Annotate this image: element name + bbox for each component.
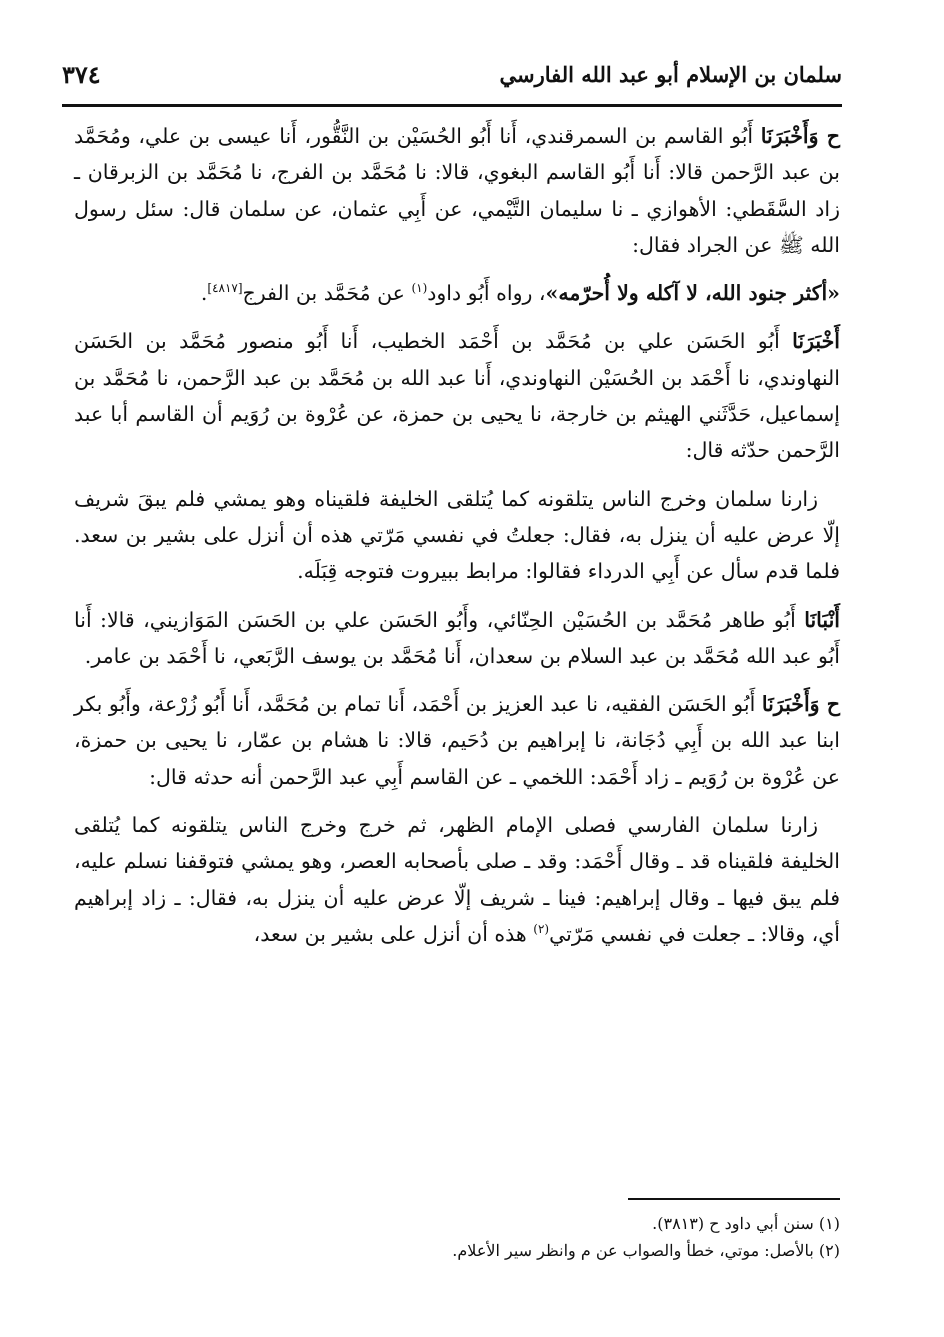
paragraph-2 — [74, 275, 840, 311]
page-number: ٣٧٤ — [62, 60, 101, 89]
footnote-2: (٢) بالأصل: موتي، خطأ والصواب عن م وانظر سير الأعلام. — [452, 1241, 840, 1260]
paragraph-text: زارنا سلمان الفارسي فصلى الإمام الظهر، ثم خرج وخرج الناس يتلقونه كما يُتلقى الخليفة فلقيناه قد ـ وقال أَحْمَد: وقد ـ صلى بأصحابه العصر، وهو يمشي فتوقفنا نسلم عليه، فلم يبق فيها ـ وقال إبراهيم: فينا ـ شريف إلّا عرض عليه أن ينزل به، فقال: ـ زاد إبراهيم أي، وقالا: ـ جعلت في نفسي مَرّتي — [74, 813, 840, 946]
footnote-rule — [628, 1198, 840, 1200]
paragraph-text: هذه أن أنزل على بشير بن سعد، — [253, 921, 534, 946]
paragraph-text: ، رواه أَبُو داود — [427, 281, 546, 306]
main-text — [74, 118, 840, 964]
hadith-quote: «أكثر جنود الله، لا آكله ولا أُحرّمه» — [545, 281, 840, 306]
reference-number: [٤٨١٧] — [207, 281, 243, 296]
footnote-1: (١) سنن أبي داود ح (٣٨١٣). — [652, 1214, 840, 1233]
paragraph-4 — [74, 481, 840, 590]
header-rule — [62, 104, 842, 107]
paragraph-text: زارنا سلمان وخرج الناس يتلقونه كما يُتلقى الخليفة فلقيناه وهو يمشي فلم يبقَ شريف إلّا عرض عليه أن ينزل به، فقال: جعلتُ في نفسي مَرّتي هذه أن أنزل على بشير بن سعد. فلما قدم سأل عن أَبِي الدرداء فقالوا: مرابط ببيروت فتوجه قِبَلَه. — [74, 486, 840, 584]
running-header — [62, 58, 842, 100]
footnote-marker: (٢) — [533, 922, 550, 937]
paragraph-7 — [74, 807, 840, 952]
footnote-marker: (١) — [411, 281, 428, 296]
paragraph-lead: أَخْبَرَنَا — [792, 329, 840, 354]
paragraph-lead: أَنْبَانَا — [804, 607, 840, 632]
paragraph-end: . — [200, 281, 208, 306]
paragraph-text: أَبُو الحَسَن علي بن مُحَمَّد بن أَحْمَد الخطيب، أَنا أَبُو منصور مُحَمَّد بن الحَسَن النهاوندي، نا أَحْمَد بن الحُسَيْن النهاوندي، أَنا عبد الله بن مُحَمَّد بن عبد الرَّحمن، نا مُحَمَّد بن إسماعيل، حَدَّثَني الهيثم بن خارجة، نا يحيى بن حمزة، عن عُرْوة بن رُوَيم أن القاسم أبا عبد الرَّحمن حدّثه قال: — [74, 329, 840, 463]
paragraph-1 — [74, 118, 840, 263]
paragraph-lead: ح وَأَخْبَرَنَا — [760, 124, 840, 148]
paragraph-text: أَبُو القاسم بن السمرقندي، أَنا أَبُو الحُسَيْن بن النَّقُّور، أَنا عيسى بن علي، ومُحَمَّد بن عبد الرَّحمن قالا: أَنا أَبُو القاسم البغوي، قالا: نا مُحَمَّد بن الفرج، نا مُحَمَّد بن الزبرقان ـ زاد السَّقَطي: الأهوازي ـ نا سليمان التَّيْمي، عن أَبِي عثمان، عن سلمان قال: سئل رسول الله ﷺ عن الجراد فقال: — [74, 124, 840, 257]
paragraph-3 — [74, 323, 840, 468]
paragraph-lead: ح وَأَخْبَرَنَا — [761, 692, 840, 717]
header-title: سلمان بن الإسلام أبو عبد الله الفارسي — [499, 62, 842, 87]
footnotes — [74, 1210, 840, 1264]
paragraph-5 — [74, 602, 840, 675]
paragraph-text: عن مُحَمَّد بن الفرج — [242, 281, 412, 306]
paragraph-text: أَبُو طاهر مُحَمَّد بن الحُسَيْن الحِنّائي، وأَبُو الحَسَن علي بن الحَسَن المَوَازيني، قالا: أَنا أَبُو عبد الله مُحَمَّد بن عبد السلام بن سعدان، أَنا مُحَمَّد بن يوسف الرَّبَعي، نا أَحْمَد بن عامر. — [74, 607, 840, 668]
paragraph-text: أَبُو الحَسَن الفقيه، نا عبد العزيز بن أَحْمَد، أَنا تمام بن مُحَمَّد، أَنا أَبُو زُرْعة، وأَبُو بكر ابنا عبد الله بن أَبِي دُجَانة، نا إبراهيم بن دُحَيم، قالا: نا هشام بن عمّار، نا يحيى بن حمزة، عن عُرْوة بن رُوَيم ـ زاد أَحْمَد: اللخمي ـ عن القاسم أَبِي عبد الرَّحمن أنه حدثه قال: — [74, 692, 840, 789]
paragraph-6 — [74, 686, 840, 795]
